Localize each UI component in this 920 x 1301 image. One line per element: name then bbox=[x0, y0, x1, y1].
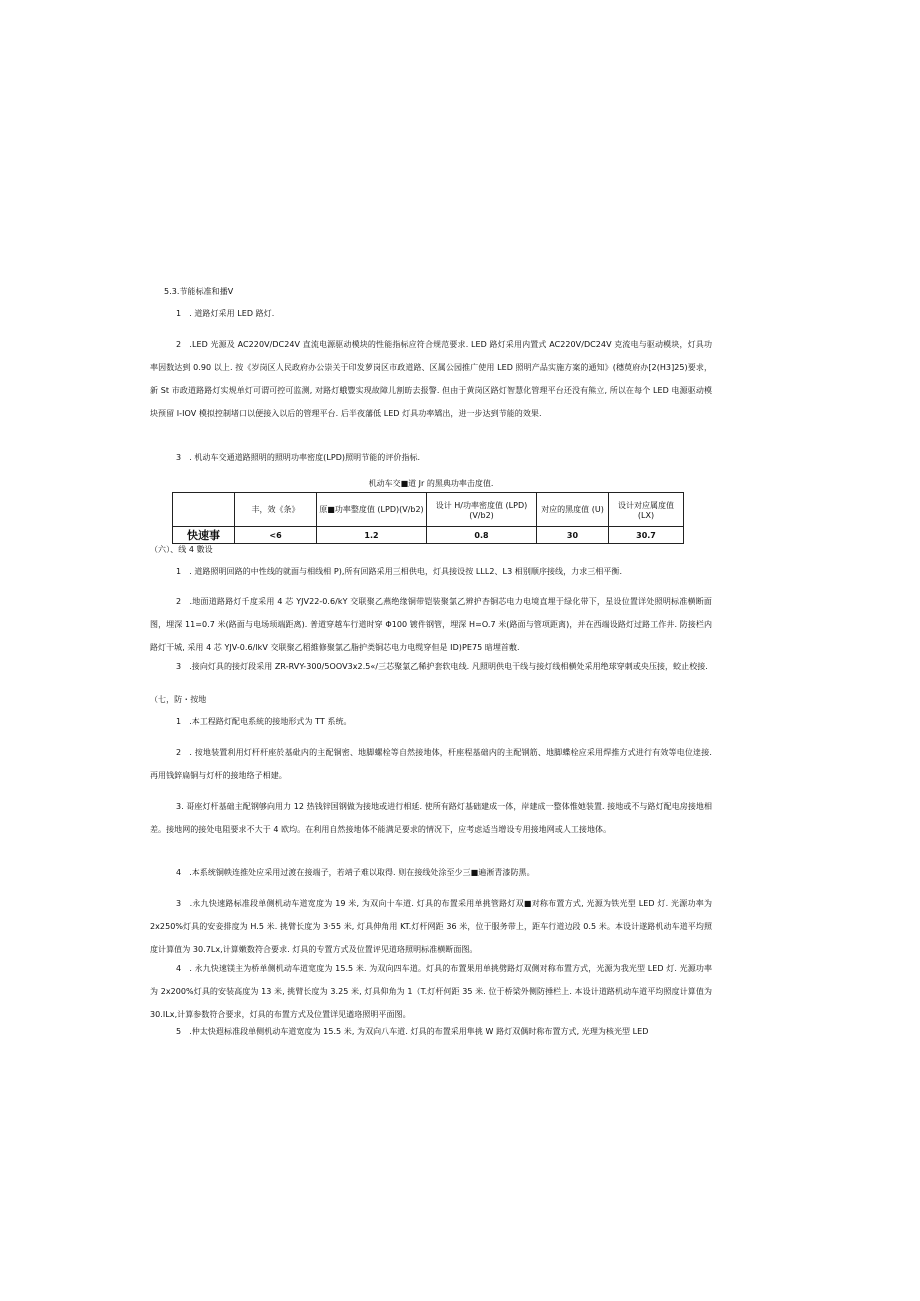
table-header-cell: 设计对应属度值 (LX) bbox=[609, 493, 684, 527]
section-heading-5-3: 5.3.节能标准和播Ⅴ bbox=[164, 287, 234, 296]
section-7-paragraph-7: 5 .仲太快遐标准段单侧机动车道宽度为 15.5 米, 为双向八车道. 灯具的布置采用隼挑 W 路灯双偶时称布置方式, 光理为核光型 LED bbox=[176, 1027, 649, 1036]
table-header-cell: 丰，效《条》 bbox=[235, 493, 317, 527]
section-6-paragraph-3: 3 .接向灯具的接灯段采用 ZR-RVY-300/5OOV3x2.5«/三芯聚氯乙稀护套软电线. 凡照明供电干线与接灯线相横处采用绝球穿刺或央压接，蛟止校接. bbox=[176, 662, 708, 671]
table-cell: 30 bbox=[537, 527, 609, 544]
section-7-paragraph-1: 1 .本工程路灯配电系統的接地形式为 TT 系统。 bbox=[176, 717, 352, 726]
paragraph-3: 3 . 机动车交通道路照明的照明功率密度(LPD)照明节能的评价指标. bbox=[176, 453, 421, 462]
section-7-paragraph-4: 4 .本系统铜帙连推处应采用过渡在接端子，若靖子难以取得. 则在接线处涂至少三■遍淅青漆防黑。 bbox=[176, 868, 535, 877]
section-7-paragraph-3: 3. 哥座灯杆基础主配钢够向用力 12 热钱锌国钢做为接地或进行相延. 使所有路灯基础建成一体，岸建成一整体惟她装置. 接地或不与路灯配电房接地相差。接地网的接处电阻要求不大于 4 欧均。在利用自然接地体不能满足要求的情况下，应考虑适当增设专用接地网或人工接地体。 bbox=[150, 802, 712, 834]
paragraph-2: 2 .LED 光源及 AC220V/DC24V 直流电源驱动模块的性能指标应符合规范要求. LED 路灯采用内置式 AC220V/DC24V 克流电与驱动模块，灯具功率因数达到 0.90 以上. 按《岁岗区人民政府办公崇关于印发萝岗区市政道路、区属公园推广使用 LED 照明产品实施方案的通知》(穗萸府办[2(H3]25)要求，新 St 市政道路路灯实规单灯可谓可控可监测, 对路灯蛾豐实现故障儿割昉去报警. 但由于黄岗区路灯智慧化管理平台还没有熊立, 所以在每个 LED 电源驱动模块预留 I-IOV 模拟控制堵口以便接入以后的管理平台. 后半夜藩低 LED 灯具功率矯出，进一步达到节能的效果. bbox=[150, 340, 712, 418]
table-header-cell: 设计 H/功率密度值 (LPD)(V/b2) bbox=[427, 493, 537, 527]
table-caption: 机动车交■道 Jr 的黑典功率击度值. bbox=[368, 479, 494, 488]
section-heading-6: （六）、线 4 數设 bbox=[150, 545, 213, 554]
section-7-paragraph-6: 4 . 永九快速镁主为桥单侧机动车道宽度为 15.5 米. 为双向四车道。灯具的布置果用单挑劈路灯双侧对称布置方式，光源为我光型 LED 灯. 光源功率为 2x200%灯具的安装高度为 13 米, 挑臂长度为 3.25 米, 灯具仰角为 1（T.灯杆何距 35 米. 位于桥梁外侧防捶栏上. 本设计道路机动车道平均照度计算值为 30.ILx,计算参数符合要求，灯具的布置方式及位置详见遒珞照明平面图。 bbox=[150, 964, 712, 1019]
paragraph-1: 1 . 道路灯采用 LED 路灯. bbox=[176, 309, 275, 318]
table-cell-road-type: 快速事 bbox=[173, 527, 235, 544]
section-heading-7: （七，防・按地 bbox=[150, 695, 207, 704]
table-cell: <6 bbox=[235, 527, 317, 544]
table-cell: 30.7 bbox=[609, 527, 684, 544]
section-6-paragraph-2: 2 .地面道路路灯千度采用 4 芯 YJV22-0.6/kY 交联聚乙燕绝缘铜带铠装聚氯乙辨护杏铜芯电力电境直埋于绿化带下，星设位置详处照明标准横断面图，埋深 11=0.7 米(路面与电场顼端距离). 普道穿越车行道时穿 Φ100 镀件钢管，埋深 H=O.7 米(路面与管项距离)，并在西端设路灯过路工作井. 防接栏内路灯干城, 采用 4 芯 YJV-0.6/lkV 交联聚乙稻維修聚氯乙脂护类铜芯电力电缆穿但是 ID)PE75 暗埋首敷. bbox=[150, 597, 712, 652]
table-cell: 0.8 bbox=[427, 527, 537, 544]
section-7-paragraph-5: 3 .永九快速路标准段单侧机动车道宽度为 19 米, 为双向十车道. 灯具的布置采用单挑管路灯双■对称布置方式, 光源为铁光型 LED 灯. 光源功率为 2x250%灯具的安妾排度为 H.5 米. 挑臂长度为 3·55 米, 灯具伸角用 KT.灯杆网距 36 米，位于服务带上，距车行道边段 0.5 米。本设计遂路机动车道平均照度计算值为 30.7Lx,计算嫩数符合要求. 灯具的专置方式及位置评见道珞照明标准横断面图。 bbox=[150, 899, 712, 954]
table-cell: 1.2 bbox=[317, 527, 427, 544]
table-header-cell bbox=[173, 493, 235, 527]
section-6-paragraph-1: 1 . 道路照明回路的中性线的就面与相线相 P),所有回路采用三相供电，灯具接设按 LLL2、L3 相别顺序接线，力求三相平衡. bbox=[176, 567, 623, 576]
table-header-row bbox=[173, 493, 684, 527]
section-7-paragraph-2: 2 . 按地装置利用灯杆杆座於基砒内的主配铜密、地脚螺栓等自然接地体，杆座程基础内的主配钢筋、地脚蝶栓应采用焊推方式进行有效等电位逹接. 再用钱鋅扁铜与灯杆的接地络子相建。 bbox=[150, 748, 712, 780]
table-header-cell: 原■功率整度值 (LPD)(V/b2) bbox=[317, 493, 427, 527]
lpd-table bbox=[172, 492, 684, 544]
table-header-cell: 对应的黑度值 (U) bbox=[537, 493, 609, 527]
